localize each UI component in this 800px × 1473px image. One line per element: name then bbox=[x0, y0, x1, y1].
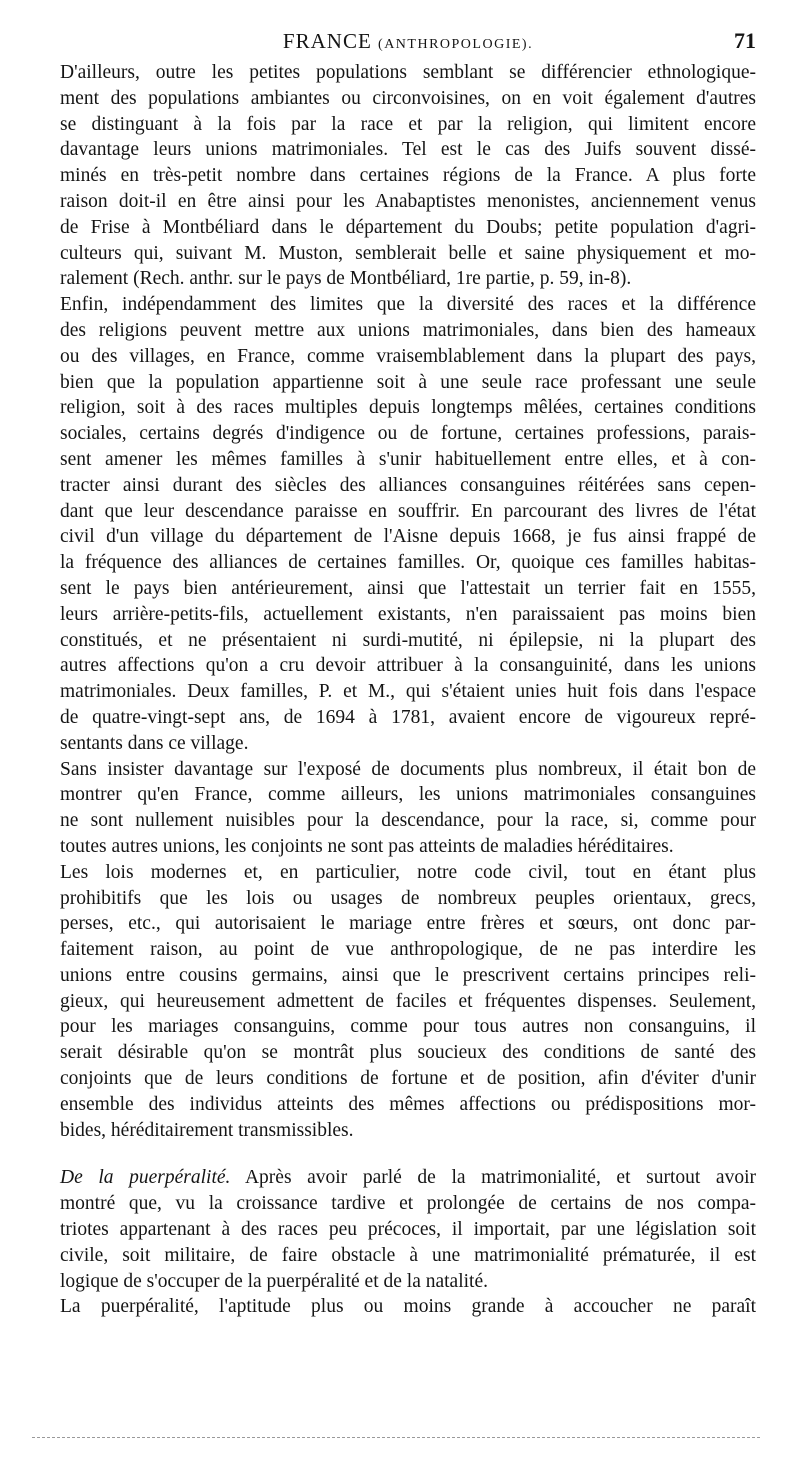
text-line: davantage leurs unions matrimoniales. Tel est le cas des Juifs souvent dissé- bbox=[60, 139, 756, 161]
text-line: Sans insister davantage sur l'exposé de documents plus nombreux, il était bon de bbox=[60, 758, 756, 780]
page-header bbox=[60, 26, 756, 56]
paragraph bbox=[60, 60, 756, 292]
text-line: sentants dans ce village. bbox=[60, 732, 249, 754]
section-gap bbox=[60, 1143, 756, 1165]
text-line: La puerpéralité, l'aptitude plus ou moins grande à accoucher ne paraît bbox=[60, 1296, 756, 1318]
text-line: raison doit-il en être ainsi pour les Anabaptistes menonistes, anciennement venus bbox=[60, 190, 756, 212]
section-first-line-text: Après avoir parlé de la matrimonialité, et surtout avoir bbox=[244, 1167, 756, 1189]
text-line: conjoints que de leurs conditions de fortune et de position, afin d'éviter d'unir bbox=[60, 1068, 756, 1090]
text-line: ment des populations ambiantes ou circonvoisines, on en voit également d'autres bbox=[60, 87, 756, 109]
text-line: unions entre cousins germains, ainsi que le prescrivent certains principes reli- bbox=[60, 964, 756, 986]
text-line: matrimoniales. Deux familles, P. et M., qui s'étaient unies huit fois dans l'espace bbox=[60, 681, 756, 703]
text-line: la fréquence des alliances de certaines familles. Or, quoique ces familles habitas- bbox=[60, 552, 756, 574]
text-line: montrer qu'en France, comme ailleurs, les unions matrimoniales consanguines bbox=[60, 784, 756, 806]
text-line: constitués, et ne présentaient ni surdi-mutité, ni épilepsie, ni la plupart des bbox=[60, 629, 756, 651]
text-line: D'ailleurs, outre les petites populations semblant se différencier ethnologique- bbox=[60, 62, 756, 83]
text-line: dant que leur descendance paraisse en souffrir. En parcourant des livres de l'état bbox=[60, 500, 756, 522]
text-line: minés en très-petit nombre dans certaines régions de la France. A plus forte bbox=[60, 165, 756, 187]
text-line: de quatre-vingt-sept ans, de 1694 à 1781, avaient encore de vigoureux repré- bbox=[60, 706, 756, 728]
text-line: sociales, certains degrés d'indigence ou de fortune, certaines professions, parais- bbox=[60, 423, 756, 445]
text-line: de Frise à Montbéliard dans le département du Doubs; petite population d'agri- bbox=[60, 216, 756, 238]
text-line: gieux, qui heureusement admettent de faciles et fréquentes dispenses. Seulement, bbox=[60, 990, 756, 1012]
text-line: montré que, vu la croissance tardive et prolongée de certains de nos compa- bbox=[60, 1193, 756, 1215]
text-line: perses, etc., qui autorisaient le mariage entre frères et sœurs, ont donc par- bbox=[60, 913, 756, 935]
text-line: serait désirable qu'on se montrât plus soucieux des conditions de santé des bbox=[60, 1042, 756, 1064]
text-line: toutes autres unions, les conjoints ne sont pas atteints de maladies héréditaires. bbox=[60, 835, 674, 857]
text-line: logique de s'occuper de la puerpéralité et de la natalité. bbox=[60, 1270, 488, 1292]
paragraph bbox=[60, 292, 756, 756]
text-line: ne sont nullement nuisibles pour la descendance, pour la race, si, comme pour bbox=[60, 810, 756, 832]
text-line: des religions peuvent mettre aux unions matrimoniales, dans bien des hameaux bbox=[60, 319, 756, 341]
text-line: autres affections qu'on a cru devoir attribuer à la consanguinité, dans les unions bbox=[60, 655, 756, 677]
text-line: ralement (Rech. anthr. sur le pays de Montbéliard, 1re partie, p. 59, in-8). bbox=[60, 268, 632, 290]
text-line: sent le pays bien antérieurement, ainsi que l'attestait un terrier fait en 1555, bbox=[60, 577, 756, 599]
paragraph bbox=[60, 1294, 756, 1320]
text-line: bides, héréditairement transmissibles. bbox=[60, 1119, 354, 1141]
footer-rule bbox=[32, 1437, 760, 1438]
running-title-subtitle: (ANTHROPOLOGIE). bbox=[378, 37, 534, 52]
text-line: faitement raison, au point de vue anthropologique, de ne pas interdire les bbox=[60, 939, 756, 961]
running-title bbox=[60, 26, 756, 60]
text-line: civil d'un village du département de l'Aisne depuis 1668, je fus ainsi frappé de bbox=[60, 526, 756, 548]
text-line: pour les mariages consanguins, comme pour tous autres non consanguins, il bbox=[60, 1016, 756, 1038]
text-line: Enfin, indépendamment des limites que la diversité des races et la différence bbox=[60, 294, 756, 316]
text-line: sent amener les mêmes familles à s'unir habituellement entre elles, et à con- bbox=[60, 448, 756, 470]
text-line: se distinguant à la fois par la race et par la religion, qui limitent encore bbox=[60, 113, 756, 135]
running-title-main: FRANCE bbox=[282, 29, 372, 53]
text-line: ou des villages, en France, comme vraisemblablement dans la plupart des pays, bbox=[60, 345, 756, 367]
body-text bbox=[60, 60, 756, 1320]
paragraph bbox=[60, 757, 756, 860]
page-number: 71 bbox=[734, 28, 756, 53]
text-line: tracter ainsi durant des siècles des alliances consanguines réitérées sans cepen- bbox=[60, 474, 756, 496]
text-line: ensemble des individus atteints des mêmes affections ou prédispositions mor- bbox=[60, 1093, 756, 1115]
text-line: culteurs qui, suivant M. Muston, semblerait belle et saine physiquement et mo- bbox=[60, 242, 756, 264]
paragraph bbox=[60, 860, 756, 1144]
text-line bbox=[60, 1165, 756, 1191]
section-paragraph bbox=[60, 1165, 756, 1294]
text-line: civile, soit militaire, de faire obstacle à une matrimonialité prématurée, il est bbox=[60, 1244, 756, 1266]
section-heading: De la puerpéralité. bbox=[60, 1167, 231, 1189]
text-line: triotes appartenant à des races peu précoces, il importait, par une législation soit bbox=[60, 1219, 756, 1241]
text-line: leurs arrière-petits-fils, actuellement existants, n'en paraissaient pas moins bien bbox=[60, 603, 756, 625]
text-line: Les lois modernes et, en particulier, notre code civil, tout en étant plus bbox=[60, 861, 756, 883]
text-line: prohibitifs que les lois ou usages de nombreux peuples orientaux, grecs, bbox=[60, 887, 756, 909]
text-line: religion, soit à des races multiples depuis longtemps mêlées, certaines conditions bbox=[60, 397, 756, 419]
text-line: bien que la population appartienne soit à une seule race professant une seule bbox=[60, 371, 756, 393]
